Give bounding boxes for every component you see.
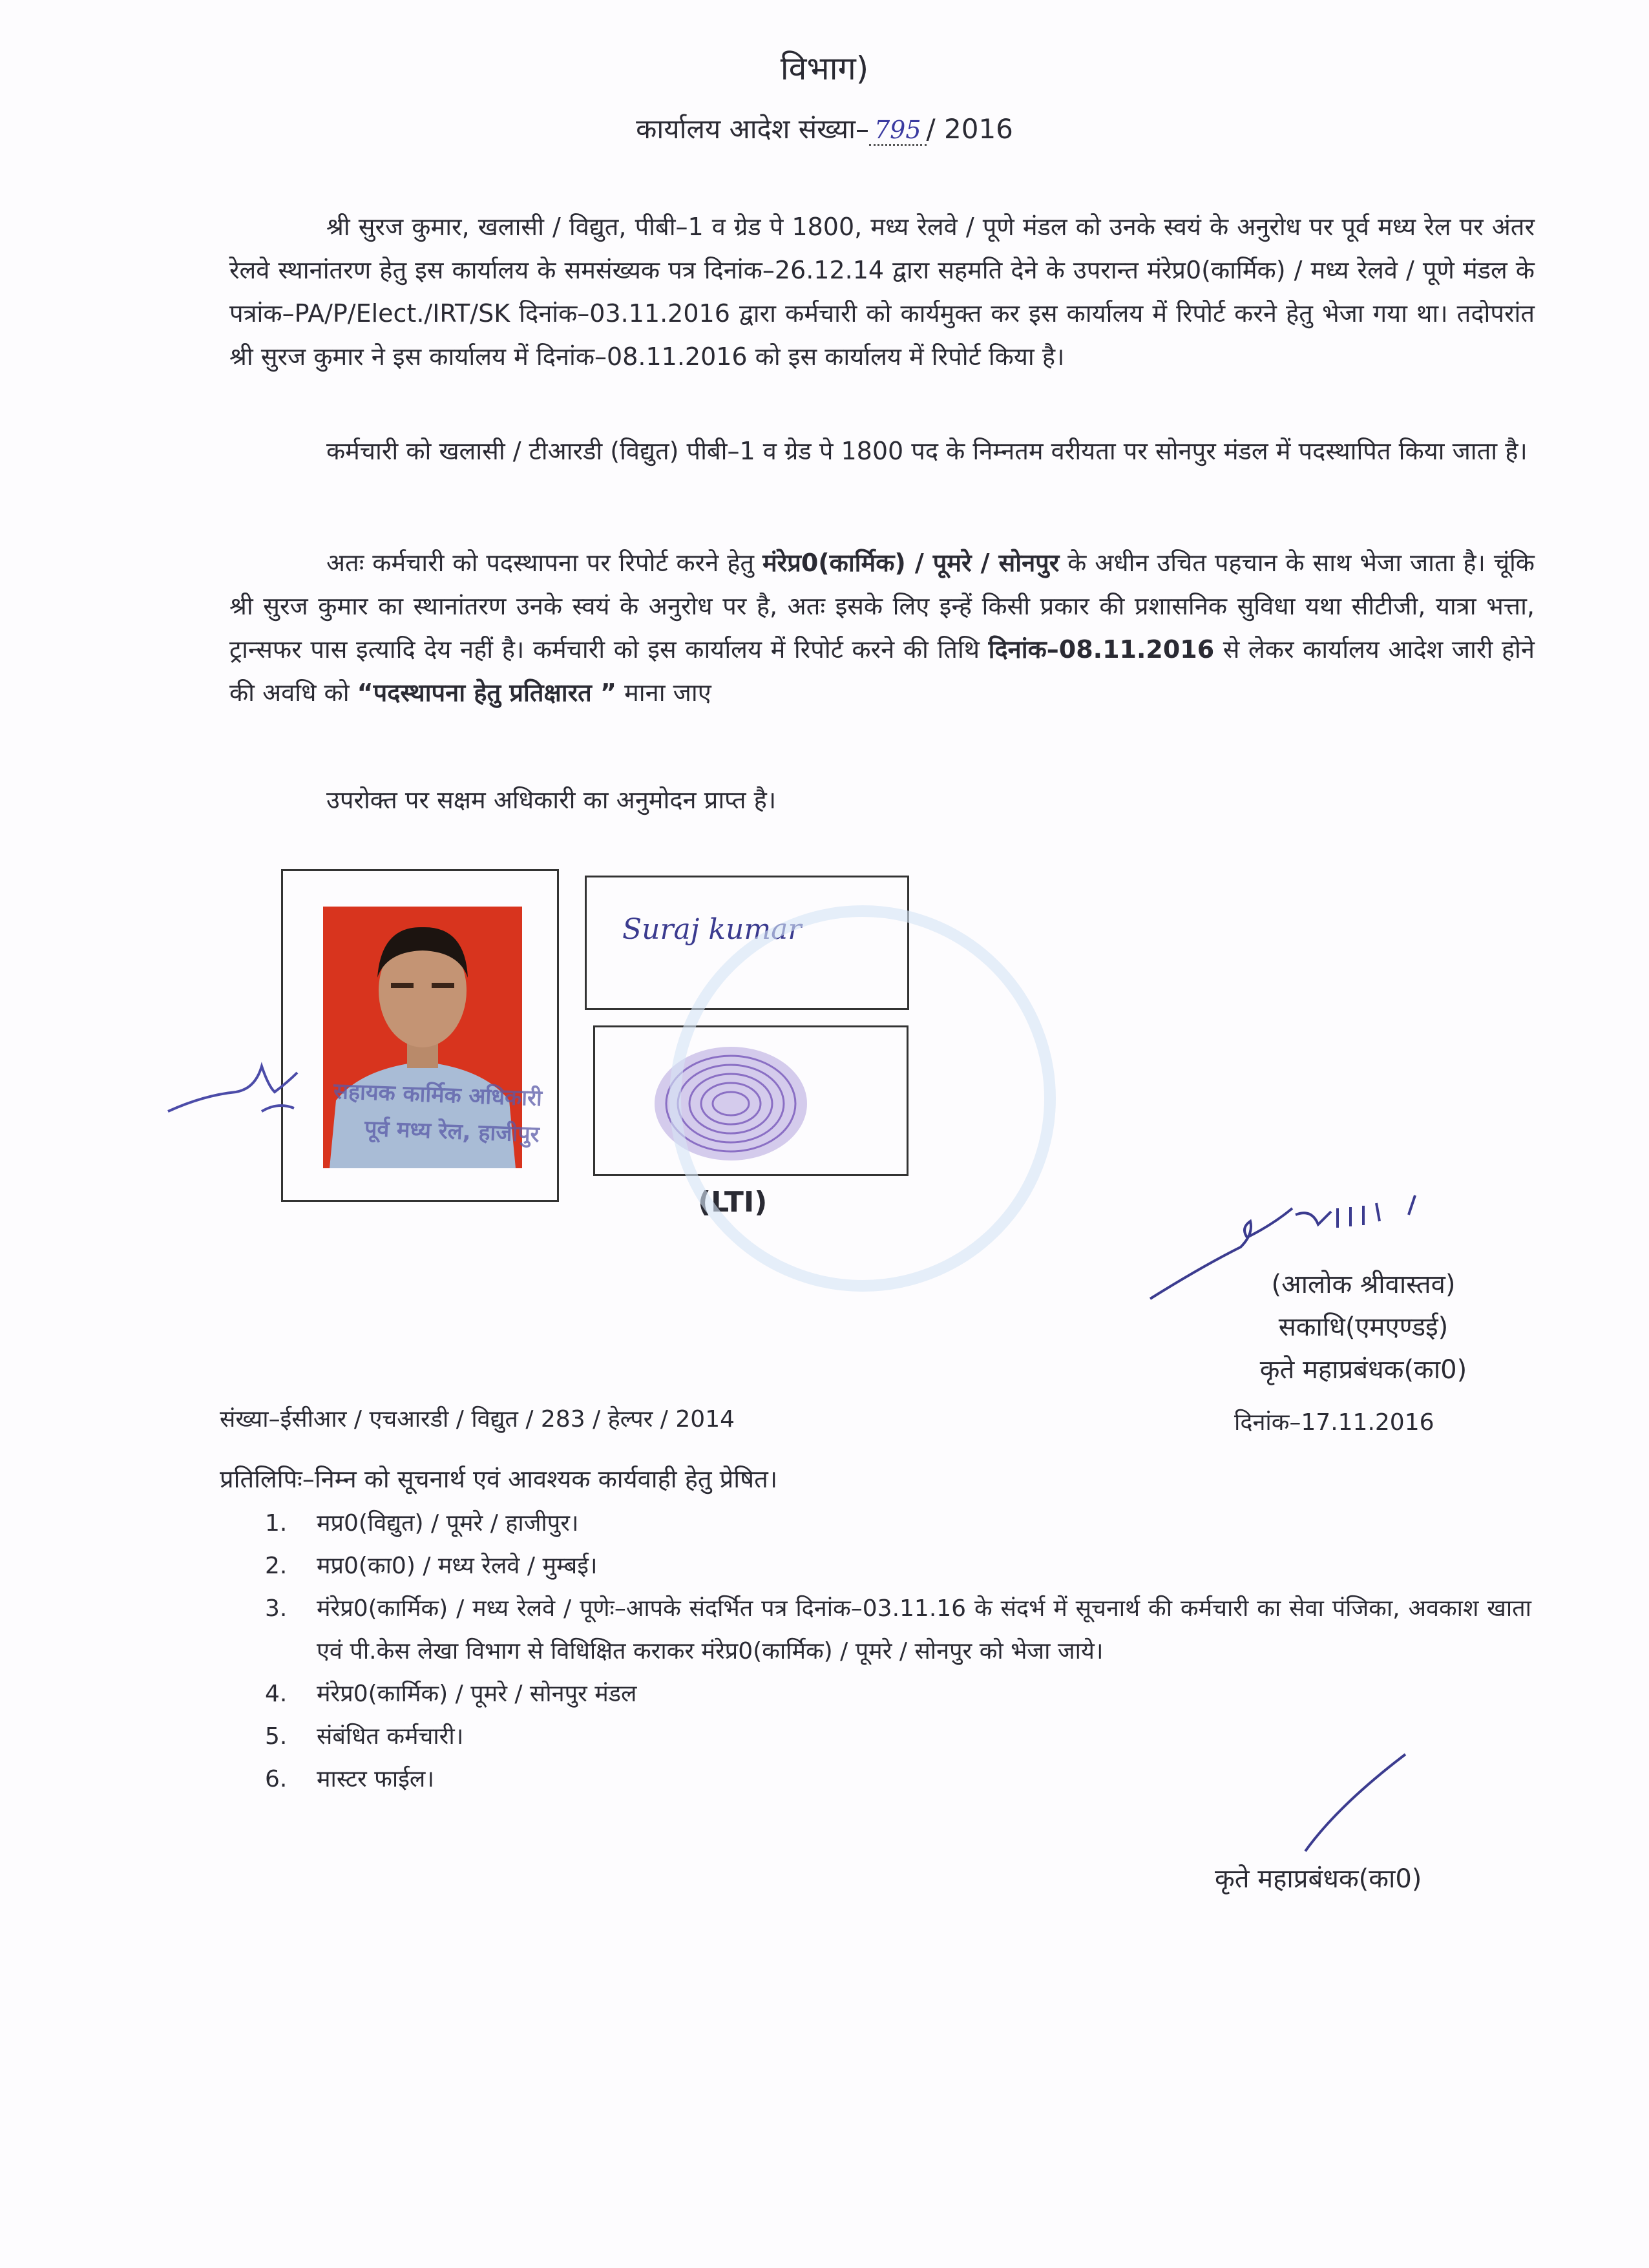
attesting-initials-icon <box>165 1047 313 1124</box>
seal-watermark-icon <box>636 905 1089 1292</box>
list-item: 3. मंरेप्र0(कार्मिक) / मध्य रेलवे / पूणेः–आपके संदर्भित पत्र दिनांक–03.11.16 के संदर्भ में सूचनार्थ की कर्मचारी का सेवा पंजिका, अवकाश खाता एवं पी.केस लेखा विभाग से विधिक्षित कराकर मंरेप्र0(कार्मिक) / पूमरे / सोनपुर को भेजा जाये। <box>265 1595 1531 1664</box>
employee-signature: Suraj kumar <box>622 913 802 946</box>
list-item: 2. मप्र0(का0) / मध्य रेलवे / मुम्बई। <box>265 1553 598 1579</box>
office-order-line <box>0 110 1649 147</box>
paragraph-3: अतः कर्मचारी को पदस्थापना पर रिपोर्ट करने हेतु मंरेप्र0(कार्मिक) / पूमरे / सोनपुर के अधीन उचित पहचान के साथ भेजा जाता है। चूंकि श्री सुरज कुमार का स्थानांतरण उनके स्वयं के अनुरोध पर है, अतः इसके लिए इन्हें किसी प्रकार की प्रशासनिक सुविधा यथा सीटीजी, यात्रा भत्ता, ट्रान्सफर पास इत्यादि देय नहीं है। कर्मचारी को इस कार्यालय में रिपोर्ट करने की तिथि दिनांक–08.11.2016 से लेकर कार्यालय आदेश जारी होने की अवधि को “पदस्थापना हेतु प्रतिक्षारत ” माना जाए <box>229 549 1535 707</box>
list-item: 4. मंरेप्र0(कार्मिक) / पूमरे / सोनपुर मंडल <box>265 1681 637 1707</box>
signatory-for-office: कृते महाप्रबंधक(का0) <box>1259 1355 1467 1385</box>
paragraph-1: श्री सुरज कुमार, खलासी / विद्युत, पीबी–1 व ग्रेड पे 1800, मध्य रेलवे / पूणे मंडल को उनके स्वयं के अनुरोध पर पूर्व मध्य रेल पर अंतर रेलवे स्थानांतरण हेतु इस कार्यालय के समसंख्यक पत्र दिनांक–26.12.14 द्वारा सहमति देने के उपरान्त मंरेप्र0(कार्मिक) / मध्य रेलवे / पूणे मंडल के पत्रांक–PA/P/Elect./IRT/SK दिनांक–03.11.2016 द्वारा कर्मचारी को कार्यमुक्त कर इस कार्यालय में रिपोर्ट करने हेतु भेजा गया था। तदोपरांत श्री सुरज कुमार ने इस कार्यालय में दिनांक–08.11.2016 को इस कार्यालय में रिपोर्ट किया है। <box>229 213 1535 371</box>
reference-number: संख्या–ईसीआर / एचआरडी / विद्युत / 283 / हेल्पर / 2014 <box>220 1406 735 1433</box>
list-item: 6. मास्टर फाईल। <box>265 1766 434 1792</box>
paragraph-2: कर्मचारी को खलासी / टीआरडी (विद्युत) पीबी–1 व ग्रेड पे 1800 पद के निम्नतम वरीयता पर सोनपुर मंडल में पदस्थापित किया जाता है। <box>326 437 1528 465</box>
signatory-designation: सकाधि(एमएण्डई) <box>1278 1312 1449 1342</box>
order-label: कार्यालय आदेश संख्या– <box>636 113 869 145</box>
list-item: 1. मप्र0(विद्युत) / पूमरे / हाजीपुर। <box>265 1510 579 1537</box>
reference-date: दिनांक–17.11.2016 <box>1234 1409 1434 1436</box>
official-stamp: सहायक कार्मिक अधिकारी पूर्व मध्य रेल, हाजीपुर <box>333 1078 543 1148</box>
lti-label: (LTI) <box>698 1186 768 1219</box>
footer-for-office: कृते महाप्रबंधक(का0) <box>1215 1864 1422 1894</box>
order-number: 795 <box>869 116 927 146</box>
list-item: 5. संबंधित कर्मचारी। <box>265 1723 464 1750</box>
paragraph-4: उपरोक्त पर सक्षम अधिकारी का अनुमोदन प्राप्त है। <box>326 786 777 814</box>
order-year: / 2016 <box>926 113 1013 145</box>
footer-signature-icon <box>1299 1748 1415 1858</box>
department-heading: विभाग) <box>780 50 869 87</box>
signatory-name: (आलोक श्रीवास्तव) <box>1271 1270 1456 1299</box>
copy-to-heading: प्रतिलिपिः–निम्न को सूचनार्थ एवं आवश्यक कार्यवाही हेतु प्रेषित। <box>220 1465 778 1493</box>
signatory-block <box>1150 1263 1577 1391</box>
